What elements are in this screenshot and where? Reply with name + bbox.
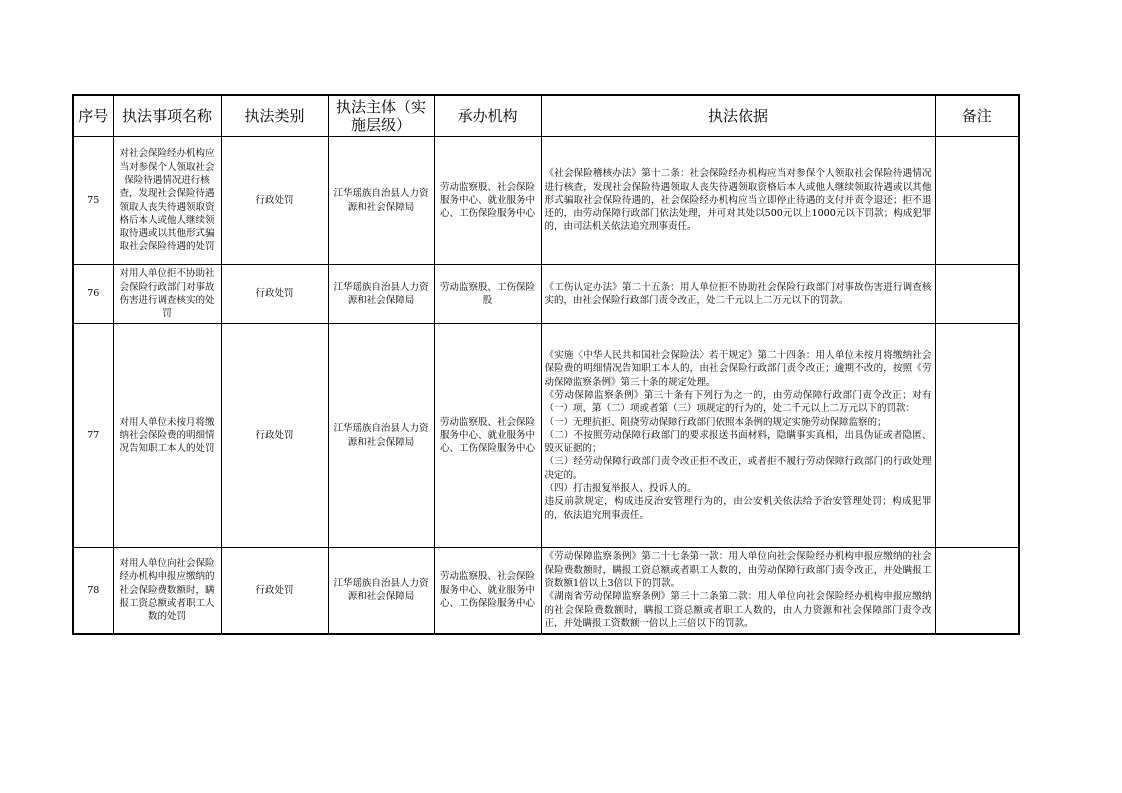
row-agency: 劳动监察股、工伤保险股 — [434, 265, 541, 324]
row-item-name: 对用人单位向社会保险经办机构申报应缴纳的社会保险费数额时，瞒报工资总额或者职工人数的处罚 — [113, 548, 221, 634]
row-subject: 江华瑶族自治县人力资源和社会保障局 — [328, 324, 434, 548]
row-subject: 江华瑶族自治县人力资源和社会保障局 — [328, 548, 434, 634]
row-remarks — [935, 265, 1019, 324]
header-item-name: 执法事项名称 — [113, 95, 221, 137]
row-remarks — [935, 137, 1019, 265]
row-agency: 劳动监察股、社会保险服务中心、就业服务中心、工伤保险服务中心 — [434, 324, 541, 548]
row-agency: 劳动监察股、社会保险服务中心、就业服务中心、工伤保险服务中心 — [434, 137, 541, 265]
row-remarks — [935, 324, 1019, 548]
row-item-name: 对用人单位未按月将缴纳社会保险费的明细情况告知职工本人的处罚 — [113, 324, 221, 548]
table-row — [73, 137, 1019, 265]
row-seq: 78 — [73, 548, 113, 634]
header-agency: 承办机构 — [434, 95, 541, 137]
row-seq: 76 — [73, 265, 113, 324]
header-remarks: 备注 — [935, 95, 1019, 137]
row-item-name: 对用人单位拒不协助社会保险行政部门对事故伤害进行调查核实的处罚 — [113, 265, 221, 324]
row-subject: 江华瑶族自治县人力资源和社会保障局 — [328, 137, 434, 265]
table-row — [73, 265, 1019, 324]
header-basis: 执法依据 — [541, 95, 935, 137]
row-remarks — [935, 548, 1019, 634]
enforcement-table — [72, 94, 1020, 635]
row-basis: 《社会保险稽核办法》第十二条：社会保险经办机构应当对参保个人领取社会保险待遇情况进行核查，发现社会保险待遇领取人丧失待遇领取资格后本人或他人继续领取待遇或以其他形式骗取社会保险待遇的，社会保险经办机构应当立即停止待遇的支付并责令退还；拒不退还的，由劳动保障行政部门依法处理，并可对其处以500元以上1000元以下罚款；构成犯罪的，由司法机关依法追究刑事责任。 — [541, 137, 935, 265]
row-category: 行政处罚 — [221, 265, 328, 324]
table-row — [73, 548, 1019, 634]
row-category: 行政处罚 — [221, 548, 328, 634]
row-agency: 劳动监察股、社会保险服务中心、就业服务中心、工伤保险服务中心 — [434, 548, 541, 634]
row-category: 行政处罚 — [221, 137, 328, 265]
row-item-name: 对社会保险经办机构应当对参保个人领取社会保险待遇情况进行核查，发现社会保险待遇领取人丧失待遇领取资格后本人或他人继续领取待遇或以其他形式骗取社会保险待遇的处罚 — [113, 137, 221, 265]
row-basis: 《实施〈中华人民共和国社会保险法〉若干规定》第二十四条：用人单位未按月将缴纳社会保险费的明细情况告知职工本人的，由社会保险行政部门责令改正；逾期不改的，按照《劳动保障监察条例》第三十条的规定处理。 《劳动保障监察条例》第三十条有下列行为之一的，由劳动保障行政部门责令改正；对有（一）项、第（二）项或者第（三）项规定的行为的，处二千元以上二万元以下的罚款： （一）无理抗拒、阻挠劳动保障行政部门依照本条例的规定实施劳动保障监察的； （二）不按照劳动保障行政部门的要求报送书面材料，隐瞒事实真相，出具伪证或者隐匿、毁灭证据的； （三）经劳动保障行政部门责令改正拒不改正，或者拒不履行劳动保障行政部门的行政处理决定的。 （四）打击报复举报人、投诉人的。 违反前款规定，构成违反治安管理行为的，由公安机关依法给予治安管理处罚；构成犯罪的，依法追究刑事责任。 — [541, 324, 935, 548]
row-seq: 75 — [73, 137, 113, 265]
header-seq: 序号 — [73, 95, 113, 137]
row-subject: 江华瑶族自治县人力资源和社会保障局 — [328, 265, 434, 324]
row-seq: 77 — [73, 324, 113, 548]
table-row — [73, 324, 1019, 548]
row-basis: 《劳动保障监察条例》第二十七条第一款：用人单位向社会保险经办机构申报应缴纳的社会保险费数额时，瞒报工资总额或者职工人数的，由劳动保障行政部门责令改正，并处瞒报工资数额1倍以上3倍以下的罚款。 《湖南省劳动保障监察条例》第三十二条第二款：用人单位向社会保险经办机构申报应缴纳的社会保险费数额时，瞒报工资总额或者职工人数的，由人力资源和社会保障部门责令改正，并处瞒报工资数额一倍以上三倍以下的罚款。 — [541, 548, 935, 634]
row-category: 行政处罚 — [221, 324, 328, 548]
header-subject: 执法主体（实施层级） — [328, 95, 434, 137]
row-basis: 《工伤认定办法》第二十五条：用人单位拒不协助社会保险行政部门对事故伤害进行调查核实的，由社会保险行政部门责令改正，处二千元以上二万元以下的罚款。 — [541, 265, 935, 324]
header-category: 执法类别 — [221, 95, 328, 137]
table-header-row — [73, 95, 1019, 137]
